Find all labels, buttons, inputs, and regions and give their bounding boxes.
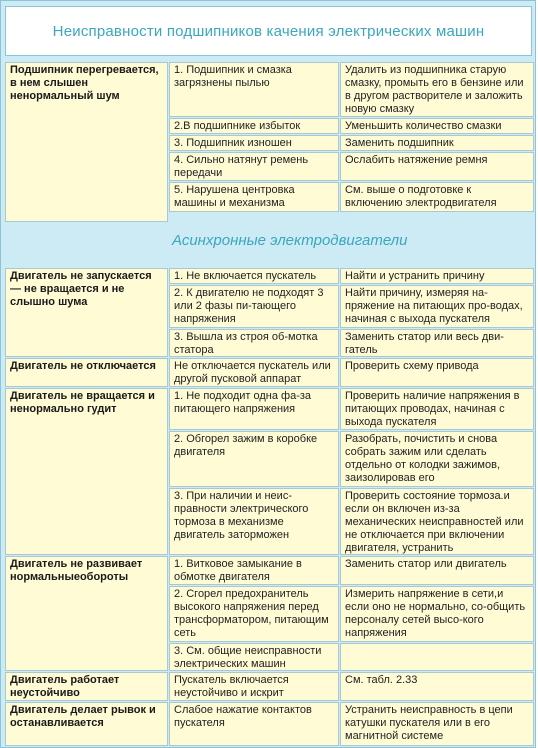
cause-cell: Слабое нажатие контактов пускателя <box>169 702 339 746</box>
cause-cell: 1. Не включается пускатель <box>169 268 339 284</box>
cause-cell: 3. При наличии и неис-правности электрического тормоза в механизме двигатель заторможен <box>169 488 339 555</box>
remedy-cell <box>340 643 534 671</box>
symptom-cell: Двигатель не вращается и ненормально гудит <box>5 388 168 555</box>
symptom-cell: Двигатель работает неустойчиво <box>5 672 168 701</box>
cause-cell: Не отключается пускатель или другой пусковой аппарат <box>169 358 339 387</box>
remedy-cell: Измерить напряжение в сети,и если оно не нормально, со-общить персоналу сетей высо-кого напряжения <box>340 586 534 642</box>
remedy-cell: Найти причину, измеряя на-пряжение на питающих про-водах, начиная с выхода пускателя <box>340 285 534 328</box>
remedy-cell: Заменить статор или весь дви-гатель <box>340 329 534 357</box>
cause-cell: 2. Обгорел зажим в коробке двигателя <box>169 431 339 487</box>
remedy-cell: Проверить наличие напряжения в питающих проводах, начиная с выхода пускателя <box>340 388 534 430</box>
symptom-cell: Двигатель не развивает нормальныеобороты <box>5 556 168 671</box>
cause-cell: 2. К двигателю не подходят 3 или 2 фазы пи-тающего напряжения <box>169 285 339 328</box>
remedy-cell: Ослабить натяжение ремня <box>340 152 534 181</box>
section-title: Асинхронные электродвигатели <box>172 232 408 249</box>
cause-cell: 3. Подшипник изношен <box>169 135 339 151</box>
cause-cell: 1. Не подходит одна фа-за питающего напряжения <box>169 388 339 430</box>
remedy-cell: Удалить из подшипника старую смазку, промыть его в бензине или в другом растворителе и заложить новую смазку <box>340 62 534 117</box>
cause-cell: 2. Сгорел предохранитель высокого напряжения перед трансформатором, питающим сеть <box>169 586 339 642</box>
cause-cell: 3. См. общие неисправности электрических машин <box>169 643 339 671</box>
cause-cell: 3. Вышла из строя об-мотка статора <box>169 329 339 357</box>
section-heading <box>169 222 534 260</box>
remedy-cell: Найти и устранить причину <box>340 268 534 284</box>
remedy-cell: Разобрать, почистить и снова собрать зажим или сделать отдельно от колодки зажимов, заизолировав его <box>340 431 534 487</box>
remedy-cell: Устранить неисправность в цепи катушки пускателя или в его магнитной системе <box>340 702 534 746</box>
cause-cell: 5. Нарушена центровка машины и механизма <box>169 182 339 212</box>
remedy-cell: Проверить состояние тормоза.и если он включен из-за механических неисправностей или не отключается при включении двигателя, устранить <box>340 488 534 555</box>
cause-cell: 2.В подшипнике избыток <box>169 118 339 134</box>
remedy-cell: См. табл. 2.33 <box>340 672 534 701</box>
symptom-cell: Двигатель не запускается — не вращается и не слышно шума <box>5 268 168 357</box>
cause-cell: 1. Подшипник и смазка загрязнены пылью <box>169 62 339 117</box>
remedy-cell: Проверить схему привода <box>340 358 534 387</box>
cause-cell: 4. Сильно натянут ремень передачи <box>169 152 339 181</box>
cause-cell: 1. Витковое замыкание в обмотке двигателя <box>169 556 339 585</box>
title-box <box>5 6 532 56</box>
remedy-cell: Заменить подшипник <box>340 135 534 151</box>
remedy-cell: Уменьшить количество смазки <box>340 118 534 134</box>
symptom-cell: Двигатель делает рывок и останавливается <box>5 702 168 746</box>
symptom-cell: Двигатель не отключается <box>5 358 168 387</box>
page-title: Неисправности подшипников качения электрических машин <box>52 23 485 40</box>
remedy-cell: См. выше о подготовке к включению электродвигателя <box>340 182 534 212</box>
cause-cell: Пускатель включается неустойчиво и искрит <box>169 672 339 701</box>
symptom-cell: Подшипник перегревается, в нем слышен ненормальный шум <box>5 62 168 222</box>
remedy-cell: Заменить статор или двигатель <box>340 556 534 585</box>
